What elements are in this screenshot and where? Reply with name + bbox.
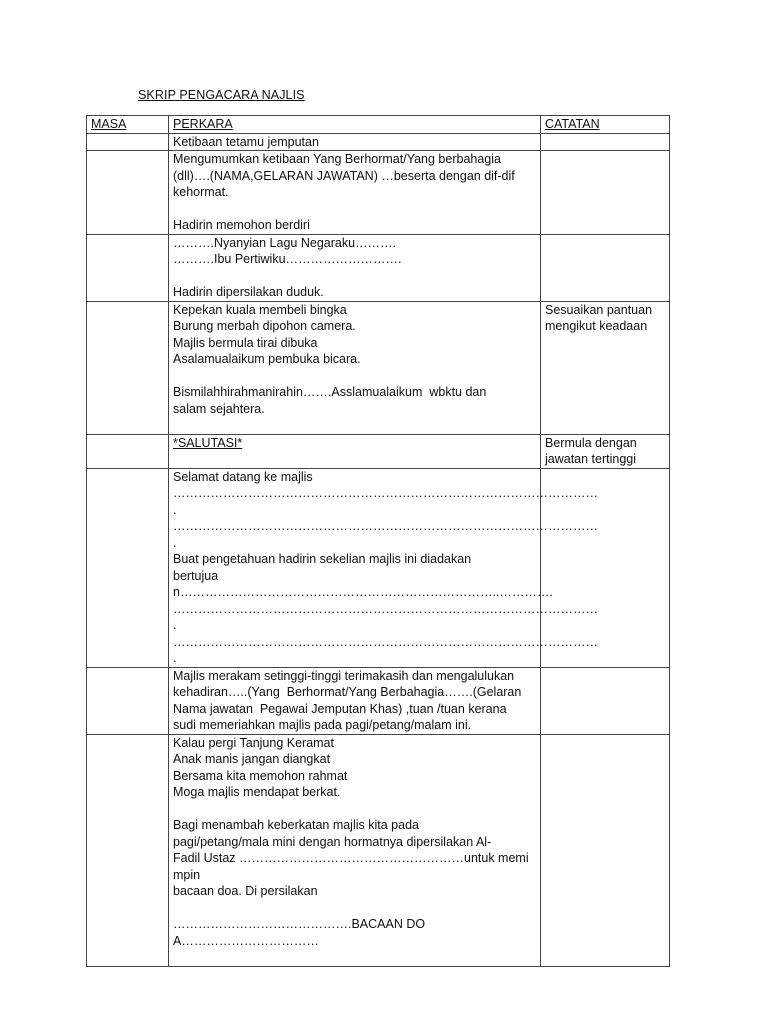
perkara-cell <box>169 133 541 151</box>
perkara-line: Buat pengetahuan hadirin sekelian majlis ini diadakan <box>173 552 472 566</box>
perkara-line: Mengumumkan ketibaan Yang Berhormat/Yang berbahagia <box>173 152 501 166</box>
perkara-cell <box>169 434 541 468</box>
header-masa-label: MASA <box>91 117 127 131</box>
masa-cell <box>87 667 169 734</box>
perkara-cell <box>169 301 541 434</box>
catatan-cell <box>541 234 670 301</box>
perkara-line: Moga majlis mendapat berkat. <box>173 785 341 799</box>
perkara-line: …………………………………….BACAAN DOA…………………………… <box>173 917 426 948</box>
catatan-line: Sesuaikan pantuan <box>545 302 653 317</box>
perkara-line: (dll)….(NAMA,GELARAN JAWATAN) …beserta dengan dif-dif <box>173 168 515 183</box>
catatan-cell <box>541 734 670 966</box>
perkara-line: sudi memeriahkan majlis pada pagi/petang/malam ini. <box>173 718 472 732</box>
masa-cell <box>87 234 169 301</box>
header-perkara <box>169 116 541 134</box>
perkara-cell <box>169 667 541 734</box>
perkara-line: ………………………………………………………………………………………… <box>173 519 598 533</box>
table-row <box>87 133 670 151</box>
perkara-line: Burung merbah dipohon camera. <box>173 319 356 333</box>
perkara-line: Selamat datang ke majlis <box>173 469 313 484</box>
perkara-line: ……….Ibu Pertiwiku………………………. <box>173 252 402 266</box>
blank-line <box>173 949 536 966</box>
perkara-cell <box>169 468 598 667</box>
blank-line <box>173 801 536 818</box>
script-table <box>86 115 670 967</box>
table-row <box>87 434 670 468</box>
perkara-line: pagi/petang/mala mini dengan hormatnya dipersilakan Al- <box>173 834 492 849</box>
perkara-line: Kepekan kuala membeli bingka <box>173 302 347 317</box>
perkara-line: ………………………………………………………………………………………… <box>173 601 598 616</box>
blank-line <box>173 417 536 434</box>
script-table-body <box>87 116 670 967</box>
catatan-line: Bermula dengan <box>545 435 637 450</box>
masa-cell <box>87 133 169 151</box>
perkara-line: Bersama kita memohon rahmat <box>173 768 348 783</box>
table-row <box>87 667 670 734</box>
perkara-line: Anak manis jangan diangkat <box>173 752 331 766</box>
catatan-cell <box>541 667 670 734</box>
catatan-line: mengikut keadaan <box>545 319 648 333</box>
perkara-line: . <box>173 618 177 632</box>
perkara-cell <box>169 234 541 301</box>
masa-cell <box>87 468 169 667</box>
table-row <box>87 468 670 667</box>
perkara-heading: *SALUTASI* <box>173 435 243 450</box>
table-row <box>87 734 670 966</box>
blank-line <box>173 900 536 917</box>
page-title: SKRIP PENGACARA NAJLIS <box>138 88 305 102</box>
catatan-line: jawatan tertinggi <box>545 452 637 466</box>
perkara-line: ……….Nyanyian Lagu Negaraku………. <box>173 235 397 250</box>
perkara-line: Ketibaan tetamu jemputan <box>173 134 319 149</box>
masa-cell <box>87 434 169 468</box>
table-row <box>87 234 670 301</box>
perkara-line: kehormat. <box>173 185 229 199</box>
perkara-line: kehadiran…..(Yang Berhormat/Yang Berbahagia…….(Gelaran <box>173 685 522 699</box>
catatan-cell <box>541 301 670 434</box>
perkara-line: Asalamualaikum pembuka bicara. <box>173 352 361 366</box>
perkara-line: Kalau pergi Tanjung Keramat <box>173 735 334 750</box>
perkara-line: ………………………………………………………………………………………… <box>173 634 598 649</box>
perkara-line: Nama jawatan Pegawai Jemputan Khas) ,tuan /tuan kerana <box>173 701 507 716</box>
perkara-line: Bismilahhirahmanirahin…….Asslamualaikum wbktu dan <box>173 385 487 399</box>
table-row <box>87 301 670 434</box>
perkara-line: . <box>173 502 177 517</box>
perkara-line: Hadirin memohon berdiri <box>173 218 310 232</box>
catatan-cell <box>541 434 670 468</box>
masa-cell <box>87 151 169 235</box>
blank-line <box>173 268 536 285</box>
table-row <box>87 151 670 235</box>
perkara-line: Fadil Ustaz ………………………………………………untuk memimpin <box>173 851 529 882</box>
perkara-line: bertujuan…………………………………………………………………..…………. <box>173 568 553 599</box>
masa-cell <box>87 301 169 434</box>
perkara-line: . <box>173 651 177 665</box>
blank-line <box>173 201 536 218</box>
perkara-cell <box>169 734 541 966</box>
header-masa <box>87 116 169 134</box>
blank-line <box>173 368 536 385</box>
perkara-line: Hadirin dipersilakan duduk. <box>173 285 324 299</box>
catatan-cell <box>541 133 670 151</box>
perkara-line: salam sejahtera. <box>173 401 265 416</box>
perkara-line: ………………………………………………………………………………………… <box>173 486 598 500</box>
catatan-cell <box>541 151 670 235</box>
header-row <box>87 116 670 134</box>
perkara-line: bacaan doa. Di persilakan <box>173 884 318 898</box>
masa-cell <box>87 734 169 966</box>
header-catatan <box>541 116 670 134</box>
perkara-line: Majlis bermula tirai dibuka <box>173 335 318 350</box>
perkara-line: Bagi menambah keberkatan majlis kita pada <box>173 818 419 832</box>
perkara-line: . <box>173 535 177 550</box>
perkara-cell <box>169 151 541 235</box>
header-catatan-label: CATATAN <box>545 117 600 131</box>
perkara-line: Majlis merakam setinggi-tinggi terimakasih dan mengalulukan <box>173 668 515 683</box>
header-perkara-label: PERKARA <box>173 117 233 131</box>
